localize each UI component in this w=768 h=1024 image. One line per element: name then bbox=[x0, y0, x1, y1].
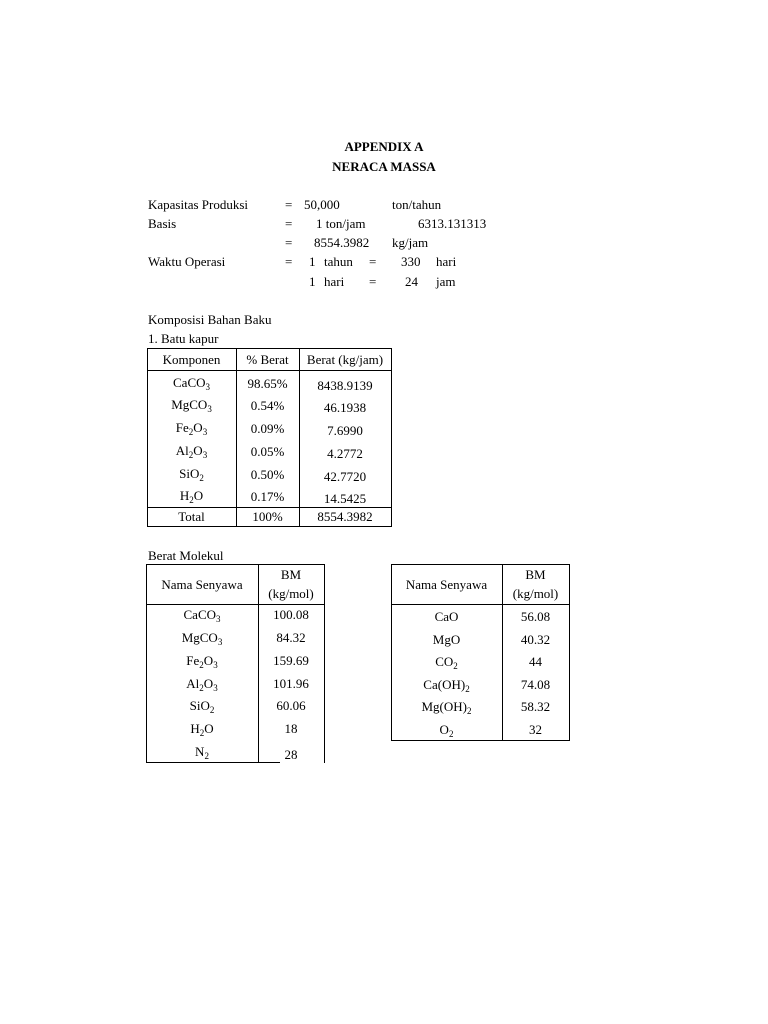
waktu2-unit1: hari bbox=[324, 274, 345, 289]
bm-cell: 100.08 bbox=[273, 607, 309, 622]
komponen-cell: $Fe_2O_3$ bbox=[175, 420, 208, 437]
bm-cell: 58.32 bbox=[520, 699, 551, 714]
bm-cell: 28 bbox=[284, 747, 298, 762]
page-title: APPENDIX A bbox=[344, 139, 424, 154]
berat-molekul-heading: Berat Molekul bbox=[148, 548, 224, 563]
senyawa-cell: CaCO$_3$ bbox=[183, 607, 221, 624]
senyawa-cell: $Al_2O_3$ bbox=[186, 676, 218, 693]
pct-cell: 0.54% bbox=[250, 398, 285, 413]
table-rule bbox=[569, 564, 570, 741]
senyawa-cell: $O_2$ bbox=[439, 722, 454, 739]
bm-cell: 18 bbox=[284, 721, 298, 736]
berat-header: Berat (kg/jam) bbox=[306, 352, 384, 367]
table-rule bbox=[147, 370, 392, 371]
basis2-value: 8554.3982 bbox=[314, 235, 370, 250]
table-rule bbox=[391, 604, 570, 605]
kapasitas-unit: ton/tahun bbox=[392, 197, 442, 212]
senyawa-cell: MgO bbox=[432, 632, 461, 647]
bm-cell: 56.08 bbox=[520, 609, 551, 624]
bm-unit-header: (kg/mol) bbox=[512, 586, 559, 601]
senyawa-cell: $Fe_2O_3$ bbox=[186, 653, 218, 670]
table-rule bbox=[146, 604, 325, 605]
senyawa-cell: $N_2$ bbox=[195, 744, 209, 761]
berat-cell: 7.6990 bbox=[327, 423, 363, 438]
table-rule bbox=[147, 348, 392, 349]
senyawa-cell: $H_2O$ bbox=[190, 721, 214, 738]
berat-cell: 46.1938 bbox=[323, 400, 367, 415]
komponen-cell: $H_2O$ bbox=[179, 488, 204, 505]
bm-cell: 60.06 bbox=[276, 698, 306, 713]
nama-senyawa-header: Nama Senyawa bbox=[405, 577, 488, 592]
kapasitas-label: Kapasitas Produksi bbox=[148, 197, 249, 212]
senyawa-cell: CaO bbox=[434, 609, 459, 624]
komponen-cell: $Al_2O_3$ bbox=[175, 443, 208, 460]
komposisi-heading: Komposisi Bahan Baku bbox=[148, 312, 272, 327]
waktu-unit2: hari bbox=[436, 254, 457, 269]
table-rule bbox=[147, 507, 392, 508]
basis-label: Basis bbox=[148, 216, 177, 231]
pct-cell: 0.50% bbox=[250, 467, 285, 482]
bm-cell: 101.96 bbox=[273, 676, 309, 691]
table-rule bbox=[147, 526, 392, 527]
senyawa-cell: MgCO$_3$ bbox=[181, 630, 223, 647]
waktu-num2: 330 bbox=[401, 254, 421, 269]
komponen-cell: MgCO$_3$ bbox=[171, 397, 212, 414]
total-label: Total bbox=[178, 509, 205, 524]
basis-eq: = bbox=[285, 216, 293, 231]
waktu-unit1: tahun bbox=[324, 254, 353, 269]
berat-cell: 14.5425 bbox=[323, 491, 367, 506]
table-rule bbox=[391, 740, 570, 741]
waktu2-num: 1 bbox=[309, 274, 316, 289]
bm-cell: 44 bbox=[529, 654, 542, 669]
bm-cell: 159.69 bbox=[273, 653, 309, 668]
waktu2-num2: 24 bbox=[405, 274, 418, 289]
bm-header: BM bbox=[280, 567, 302, 582]
waktu-num: 1 bbox=[309, 254, 316, 269]
berat-cell: 4.2772 bbox=[327, 446, 363, 461]
pct-berat-header: % Berat bbox=[246, 352, 289, 367]
senyawa-cell: $CO_2$ bbox=[435, 654, 458, 671]
batu-kapur-heading: 1. Batu kapur bbox=[148, 331, 219, 346]
bm-header: BM bbox=[525, 567, 546, 582]
waktu2-unit2: jam bbox=[436, 274, 456, 289]
bm-cell: 40.32 bbox=[520, 632, 551, 647]
waktu-label: Waktu Operasi bbox=[148, 254, 226, 269]
komponen-cell: SiO$_2$ bbox=[179, 466, 204, 483]
total-pct: 100% bbox=[252, 509, 283, 524]
page-subtitle: NERACA MASSA bbox=[332, 159, 436, 174]
senyawa-cell: $Mg(OH)_2$ bbox=[421, 699, 472, 716]
bm-cell: 84.32 bbox=[276, 630, 306, 645]
pct-cell: 0.05% bbox=[250, 444, 285, 459]
bm-cell: 74.08 bbox=[520, 677, 551, 692]
pct-cell: 0.17% bbox=[250, 489, 285, 504]
table-rule bbox=[391, 564, 570, 565]
basis2-eq: = bbox=[285, 235, 293, 250]
pct-cell: 0.09% bbox=[250, 421, 285, 436]
bm-cell: 32 bbox=[529, 722, 542, 737]
senyawa-cell: SiO$_2$ bbox=[189, 698, 215, 715]
pct-cell: 98.65% bbox=[247, 376, 288, 391]
waktu2-eq2: = bbox=[369, 274, 377, 289]
table-rule bbox=[324, 564, 325, 763]
basis-extra: 6313.131313 bbox=[418, 216, 487, 231]
kapasitas-eq: = bbox=[285, 197, 293, 212]
table-rule bbox=[146, 564, 325, 565]
bm-unit-header: (kg/mol) bbox=[268, 586, 314, 601]
kapasitas-value: 50,000 bbox=[304, 197, 340, 212]
berat-cell: 8438.9139 bbox=[317, 378, 373, 393]
total-berat: 8554.3982 bbox=[317, 509, 373, 524]
senyawa-cell: $Ca(OH)_2$ bbox=[423, 677, 470, 694]
nama-senyawa-header: Nama Senyawa bbox=[161, 577, 243, 592]
table-rule bbox=[391, 348, 392, 527]
komponen-cell: CaCO$_3$ bbox=[173, 375, 210, 392]
komponen-header: Komponen bbox=[162, 352, 221, 367]
basis-value: 1 ton/jam bbox=[316, 216, 366, 231]
waktu-eq2: = bbox=[369, 254, 377, 269]
berat-cell: 42.7720 bbox=[323, 469, 367, 484]
basis2-unit: kg/jam bbox=[392, 235, 429, 250]
waktu-eq: = bbox=[285, 254, 293, 269]
